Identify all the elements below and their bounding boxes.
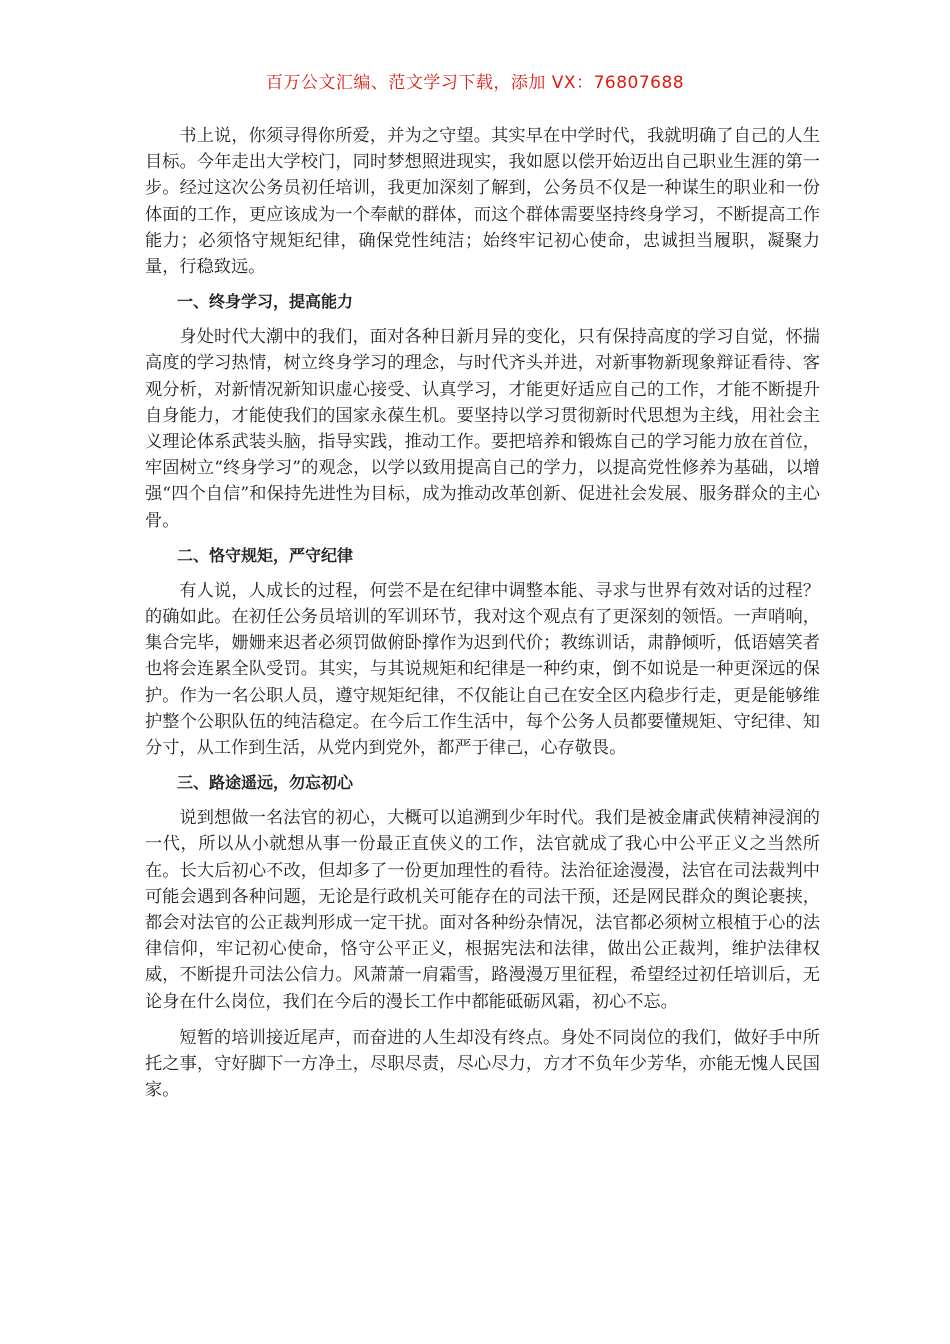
section-paragraph-1: 身处时代大潮中的我们，面对各种日新月异的变化，只有保持高度的学习自觉，怀揣高度的学习热情，树立终身学习的理念，与时代齐头并进，对新事物新现象辩证看待、客观分析，对新情况新知识虚心接受、认真学习，才能更好适应自己的工作，才能不断提升自身能力，才能使我们的国家永葆生机。要坚持以学习贯彻新时代思想为主线，用社会主义理论体系武装头脑，指导实践，推动工作。要把培养和锻炼自己的学习能力放在首位，牢固树立“终身学习”的观念，以学以致用提高自己的学力，以提高党性修养为基础，以增强“四个自信”和保持先进性为目标，成为推动改革创新、促进社会发展、服务群众的主心骨。 [145, 327, 820, 531]
intro-paragraph: 书上说，你须寻得你所爱，并为之守望。其实早在中学时代，我就明确了自己的人生目标。今年走出大学校门，同时梦想照进现实，我如愿以偿开始迈出自己职业生涯的第一步。经过这次公务员初任培训，我更加深刻了解到，公务员不仅是一种谋生的职业和一份体面的工作，更应该成为一个奉献的群体，而这个群体需要坚持终身学习，不断提高工作能力；必须恪守规矩纪律，确保党性纯洁；始终牢记初心使命，忠诚担当履职，凝聚力量，行稳致远。 [145, 126, 820, 278]
section-paragraph-2: 有人说，人成长的过程，何尝不是在纪律中调整本能、寻求与世界有效对话的过程？的确如此。在初任公务员培训的军训环节，我对这个观点有了更深刻的领悟。一声哨响，集合完毕，姗姗来迟者必须罚做俯卧撑作为迟到代价；教练训话，肃静倾听，低语嬉笑者也将会连累全队受罚。其实，与其说规矩和纪律是一种约束，倒不如说是一种更深远的保护。作为一名公职人员，遵守规矩纪律，不仅能让自己在安全区内稳步行走，更是能够维护整个公职队伍的纯洁稳定。在今后工作生活中，每个公务人员都要懂规矩、守纪律、知分寸，从工作到生活，从党内到党外，都严于律己，心存敬畏。 [145, 580, 820, 759]
document-body [145, 123, 820, 1114]
closing-paragraph: 短暂的培训接近尾声，而奋进的人生却没有终点。身处不同岗位的我们，做好手中所托之事，守好脚下一方净土，尽职尽责，尽心尽力，方才不负年少芳华，亦能无愧人民国家。 [145, 1027, 820, 1101]
section-heading-1: 一、终身学习，提高能力 [177, 292, 354, 312]
section-heading-3: 三、路途遥远，勿忘初心 [177, 773, 354, 793]
download-banner: 百万公文汇编、范文学习下载，添加 VX：76807688 [265, 73, 685, 93]
section-heading-2: 二、恪守规矩，严守纪律 [177, 545, 354, 565]
section-paragraph-3: 说到想做一名法官的初心，大概可以追溯到少年时代。我们是被金庸武侠精神浸润的一代，所以从小就想从事一份最正直侠义的工作，法官就成了我心中公平正义之当然所在。长大后初心不改，但却多了一份更加理性的看待。法治征途漫漫，法官在司法裁判中可能会遇到各种问题，无论是行政机关可能存在的司法干预，还是网民群众的舆论裹挟，都会对法官的公正裁判形成一定干扰。面对各种纷杂情况，法官都必须树立根植于心的法律信仰，牢记初心使命，恪守公平正义，根据宪法和法律，做出公正裁判，维护法律权威，不断提升司法公信力。风萧萧一肩霜雪，路漫漫万里征程，希望经过初任培训后，无论身在什么岗位，我们在今后的漫长工作中都能砥砺风霜，初心不忘。 [145, 808, 820, 1012]
